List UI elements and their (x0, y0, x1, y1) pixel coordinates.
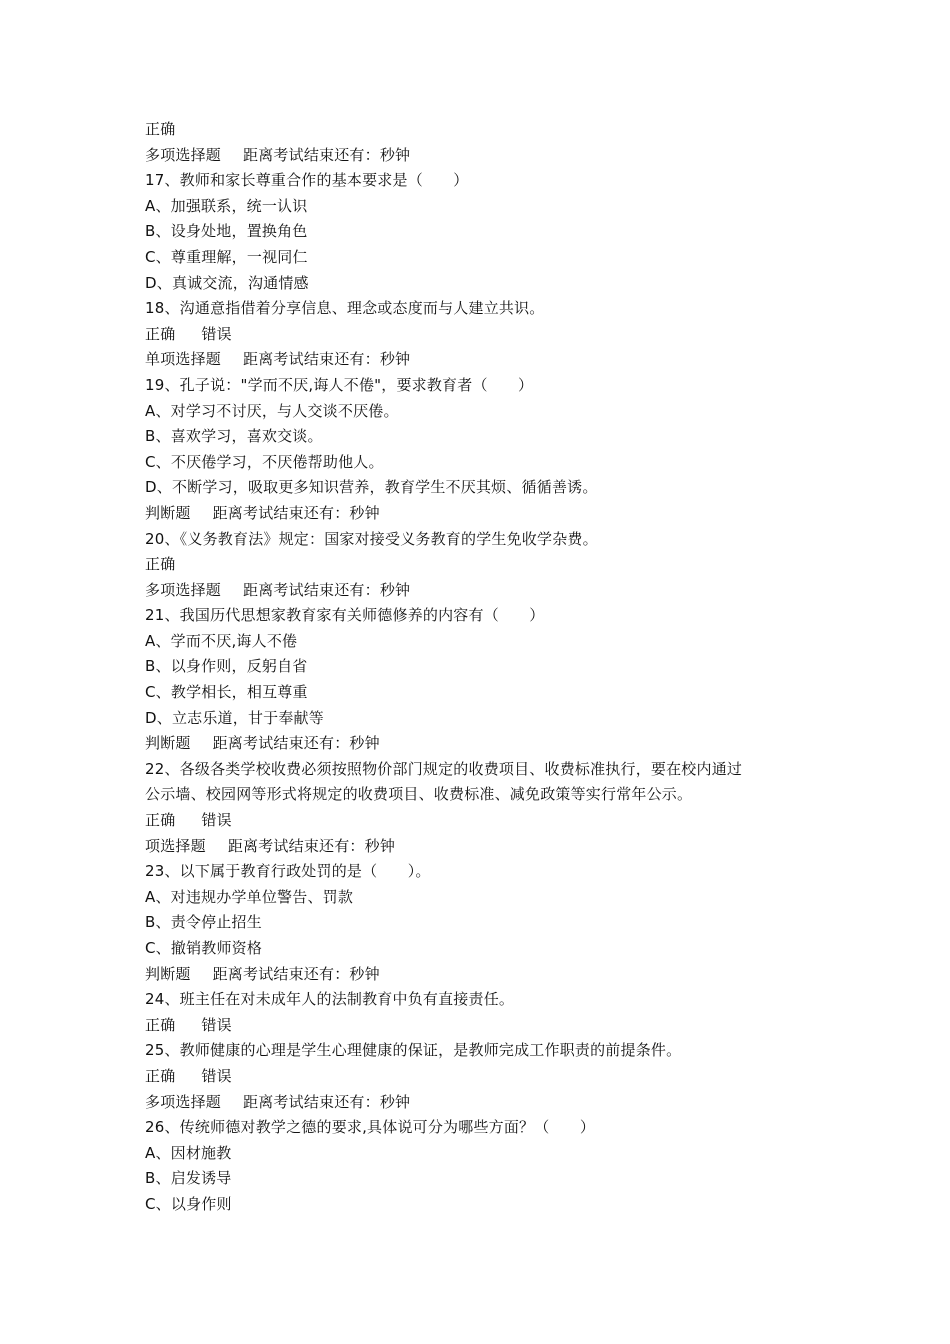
exam-timer-text: 距离考试结束还有：秒钟 (243, 1092, 411, 1111)
option-true[interactable]: 正确 (145, 811, 176, 830)
text-line: A、对学习不讨厌，与人交谈不厌倦。 (145, 401, 399, 420)
text-line: 23、以下属于教育行政处罚的是（ ）。 (145, 862, 431, 881)
question-type-header (145, 962, 845, 988)
question-type-label: 多项选择题 (145, 145, 222, 164)
option-false[interactable]: 错误 (201, 1015, 232, 1034)
question-type-label: 判断题 (145, 964, 191, 983)
question-type-label: 判断题 (145, 503, 191, 522)
true-false-options (145, 1064, 845, 1090)
exam-timer-text: 距离考试结束还有：秒钟 (212, 503, 380, 522)
question-type-label: 项选择题 (145, 836, 206, 855)
exam-timer-text: 距离考试结束还有：秒钟 (212, 734, 380, 753)
text-line: 正确 (145, 555, 176, 574)
question-type-header (145, 834, 845, 860)
document-body (145, 117, 845, 1218)
text-line: A、因材施教 (145, 1143, 232, 1162)
option-true[interactable]: 正确 (145, 324, 176, 343)
question-type-label: 多项选择题 (145, 580, 222, 599)
option-false[interactable]: 错误 (201, 324, 232, 343)
exam-timer-text: 距离考试结束还有：秒钟 (243, 350, 411, 369)
text-line: 公示墙、校园网等形式将规定的收费项目、收费标准、减免政策等实行常年公示。 (145, 785, 693, 804)
text-line: 21、我国历代思想家教育家有关师德修养的内容有（ ） (145, 606, 545, 625)
text-line: A、学而不厌,诲人不倦 (145, 631, 298, 650)
exam-timer-text: 距离考试结束还有：秒钟 (212, 964, 380, 983)
text-line: 22、各级各类学校收费必须按照物价部门规定的收费项目、收费标准执行，要在校内通过 (145, 759, 743, 778)
text-line: B、喜欢学习，喜欢交谈。 (145, 427, 323, 446)
text-line: 26、传统师德对教学之德的要求,具体说可分为哪些方面？（ ） (145, 1118, 596, 1137)
question-type-header (145, 731, 845, 757)
text-line: 19、孔子说："学而不厌,诲人不倦"，要求教育者（ ） (145, 375, 534, 394)
text-line: 17、教师和家长尊重合作的基本要求是（ ） (145, 171, 469, 190)
text-line: D、真诚交流，沟通情感 (145, 273, 309, 292)
text-line: 正确 (145, 120, 176, 138)
text-line: D、立志乐道，甘于奉献等 (145, 708, 324, 727)
text-line: 24、班主任在对未成年人的法制教育中负有直接责任。 (145, 990, 515, 1009)
exam-timer-text: 距离考试结束还有：秒钟 (243, 145, 411, 164)
text-line: C、不厌倦学习，不厌倦帮助他人。 (145, 452, 384, 471)
text-line: A、对违规办学单位警告、罚款 (145, 887, 354, 906)
question-type-header (145, 501, 845, 527)
text-line: C、撤销教师资格 (145, 939, 263, 957)
text-line: 18、沟通意指借着分享信息、理念或态度而与人建立共识。 (145, 299, 545, 318)
question-type-header (145, 1090, 845, 1116)
text-line: B、责令停止招生 (145, 913, 262, 932)
text-line: B、启发诱导 (145, 1169, 232, 1188)
text-line: B、以身作则，反躬自省 (145, 657, 308, 676)
option-false[interactable]: 错误 (201, 811, 232, 830)
question-type-label: 多项选择题 (145, 1092, 222, 1111)
text-line: C、以身作则 (145, 1194, 232, 1213)
option-false[interactable]: 错误 (201, 1066, 232, 1085)
question-type-label: 判断题 (145, 734, 191, 753)
text-line: C、尊重理解，一视同仁 (145, 247, 308, 266)
text-line: D、不断学习，吸取更多知识营养，教育学生不厌其烦、循循善诱。 (145, 478, 598, 497)
text-line: 25、教师健康的心理是学生心理健康的保证，是教师完成工作职责的前提条件。 (145, 1041, 682, 1060)
true-false-options (145, 808, 845, 834)
true-false-options (145, 322, 845, 348)
option-true[interactable]: 正确 (145, 1015, 176, 1034)
exam-timer-text: 距离考试结束还有：秒钟 (227, 836, 396, 855)
true-false-options (145, 1013, 845, 1039)
text-line: 20、《义务教育法》规定：国家对接受义务教育的学生免收学杂费。 (145, 529, 598, 548)
question-type-label: 单项选择题 (145, 350, 222, 369)
exam-timer-text: 距离考试结束还有：秒钟 (243, 580, 411, 599)
text-line: C、教学相长，相互尊重 (145, 683, 308, 702)
question-type-header (145, 143, 845, 169)
question-type-header (145, 578, 845, 604)
option-true[interactable]: 正确 (145, 1066, 176, 1085)
text-line: A、加强联系，统一认识 (145, 196, 308, 215)
question-type-header (145, 347, 845, 373)
text-line: B、设身处地，置换角色 (145, 222, 308, 241)
